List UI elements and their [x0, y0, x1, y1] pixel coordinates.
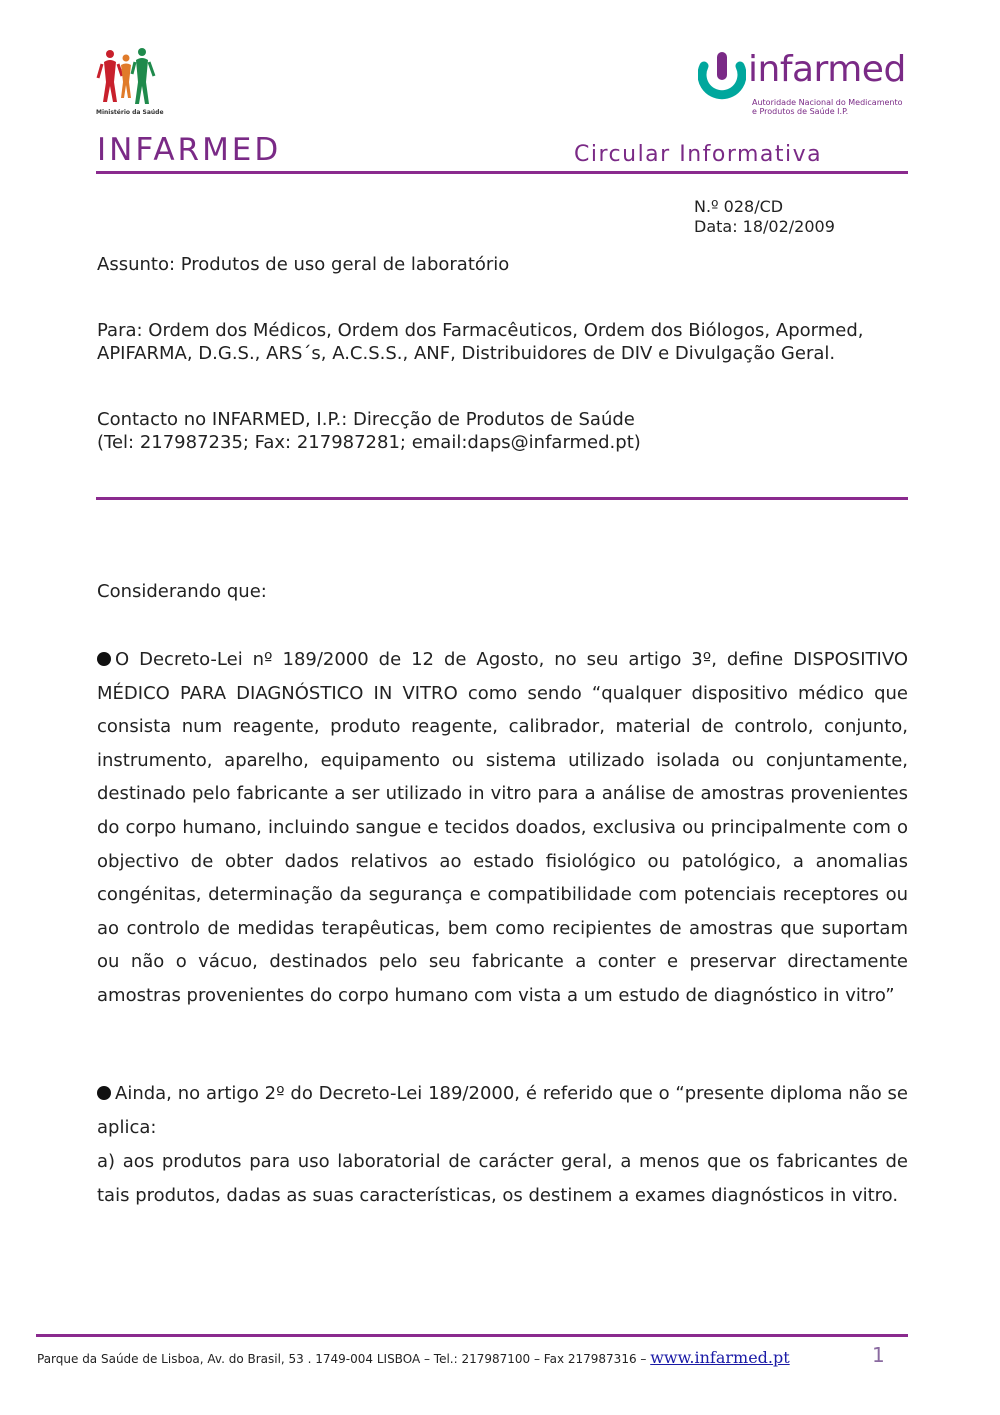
footer-divider [36, 1334, 908, 1337]
subject-line: Assunto: Produtos de uso geral de laboratório [97, 254, 510, 275]
body-point-2 [97, 1077, 908, 1144]
body-point-2a [97, 1145, 908, 1212]
ministry-caption: Ministério da Saúde [96, 109, 164, 116]
circular-date: Data: 18/02/2009 [694, 217, 835, 236]
recipients-line-2: APIFARMA, D.G.S., ARS´s, A.C.S.S., ANF, Distribuidores de DIV e Divulgação Geral. [97, 343, 836, 364]
infarmed-tagline-line-2: e Produtos de Saúde I.P. [752, 107, 849, 117]
point-1-text: O Decreto-Lei nº 189/2000 de 12 de Agosto, no seu artigo 3º, define DISPOSITIVO MÉDICO PARA DIAGNÓSTICO IN VITRO como sendo “qualquer dispositivo médico que consista num reagente, produto reagente, calibrador, material de controlo, conjunto, instrumento, aparelho, equipamento ou sistema utilizado isolada ou conjuntamente, destinado pelo fabricante a ser utilizado in vitro para a análise de amostras provenientes do corpo humano, incluindo sangue e tecidos doados, exclusiva ou principalmente com o objectivo de obter dados relativos ao estado fisiológico ou patológico, a anomalias congénitas, determinação da segurança e compatibilidade com potenciais receptores ou ao controlo de medidas terapêuticas, bem como recipientes de amostras que suportam ou não o vácuo, destinados pelo seu fabricante a conter e preservar directamente amostras provenientes do corpo humano com vista a um estudo de diagnóstico in vitro” [97, 649, 908, 1006]
infarmed-logo-icon [698, 52, 746, 102]
bullet-icon [97, 652, 111, 666]
point-2a-text: a) aos produtos para uso laboratorial de carácter geral, a menos que os fabricantes de tais produtos, dadas as suas características, os destinem a exames diagnósticos in vitro. [97, 1151, 908, 1206]
considering-heading: Considerando que: [97, 581, 267, 602]
footer-address [37, 1348, 790, 1367]
point-2-text: Ainda, no artigo 2º do Decreto-Lei 189/2000, é referido que o “presente diploma não se aplica: [97, 1083, 908, 1138]
org-title: INFARMED [97, 132, 282, 168]
document-type: Circular Informativa [574, 142, 823, 167]
contact-line-2: (Tel: 217987235; Fax: 217987281; email:daps@infarmed.pt) [97, 432, 641, 453]
page-number: 1 [872, 1343, 885, 1367]
contact-line-1: Contacto no INFARMED, I.P.: Direcção de Produtos de Saúde [97, 409, 635, 430]
circular-number: N.º 028/CD [694, 197, 784, 216]
infarmed-tagline-line-1: Autoridade Nacional do Medicamento [752, 98, 903, 107]
section-divider [96, 497, 908, 500]
recipients-line-1: Para: Ordem dos Médicos, Ordem dos Farmacêuticos, Ordem dos Biólogos, Apormed, [97, 320, 864, 341]
infarmed-wordmark: infarmed [748, 49, 906, 90]
bullet-icon [97, 1086, 111, 1100]
body-point-1 [97, 643, 908, 1013]
ministry-figures-icon [98, 48, 154, 104]
infarmed-tagline [752, 98, 903, 116]
footer-address-text: Parque da Saúde de Lisboa, Av. do Brasil, 53 . 1749-004 LISBOA – Tel.: 217987100 – Fax 217987316 – [37, 1352, 651, 1366]
header-divider [96, 171, 908, 174]
footer-website-link[interactable]: www.infarmed.pt [650, 1348, 790, 1367]
